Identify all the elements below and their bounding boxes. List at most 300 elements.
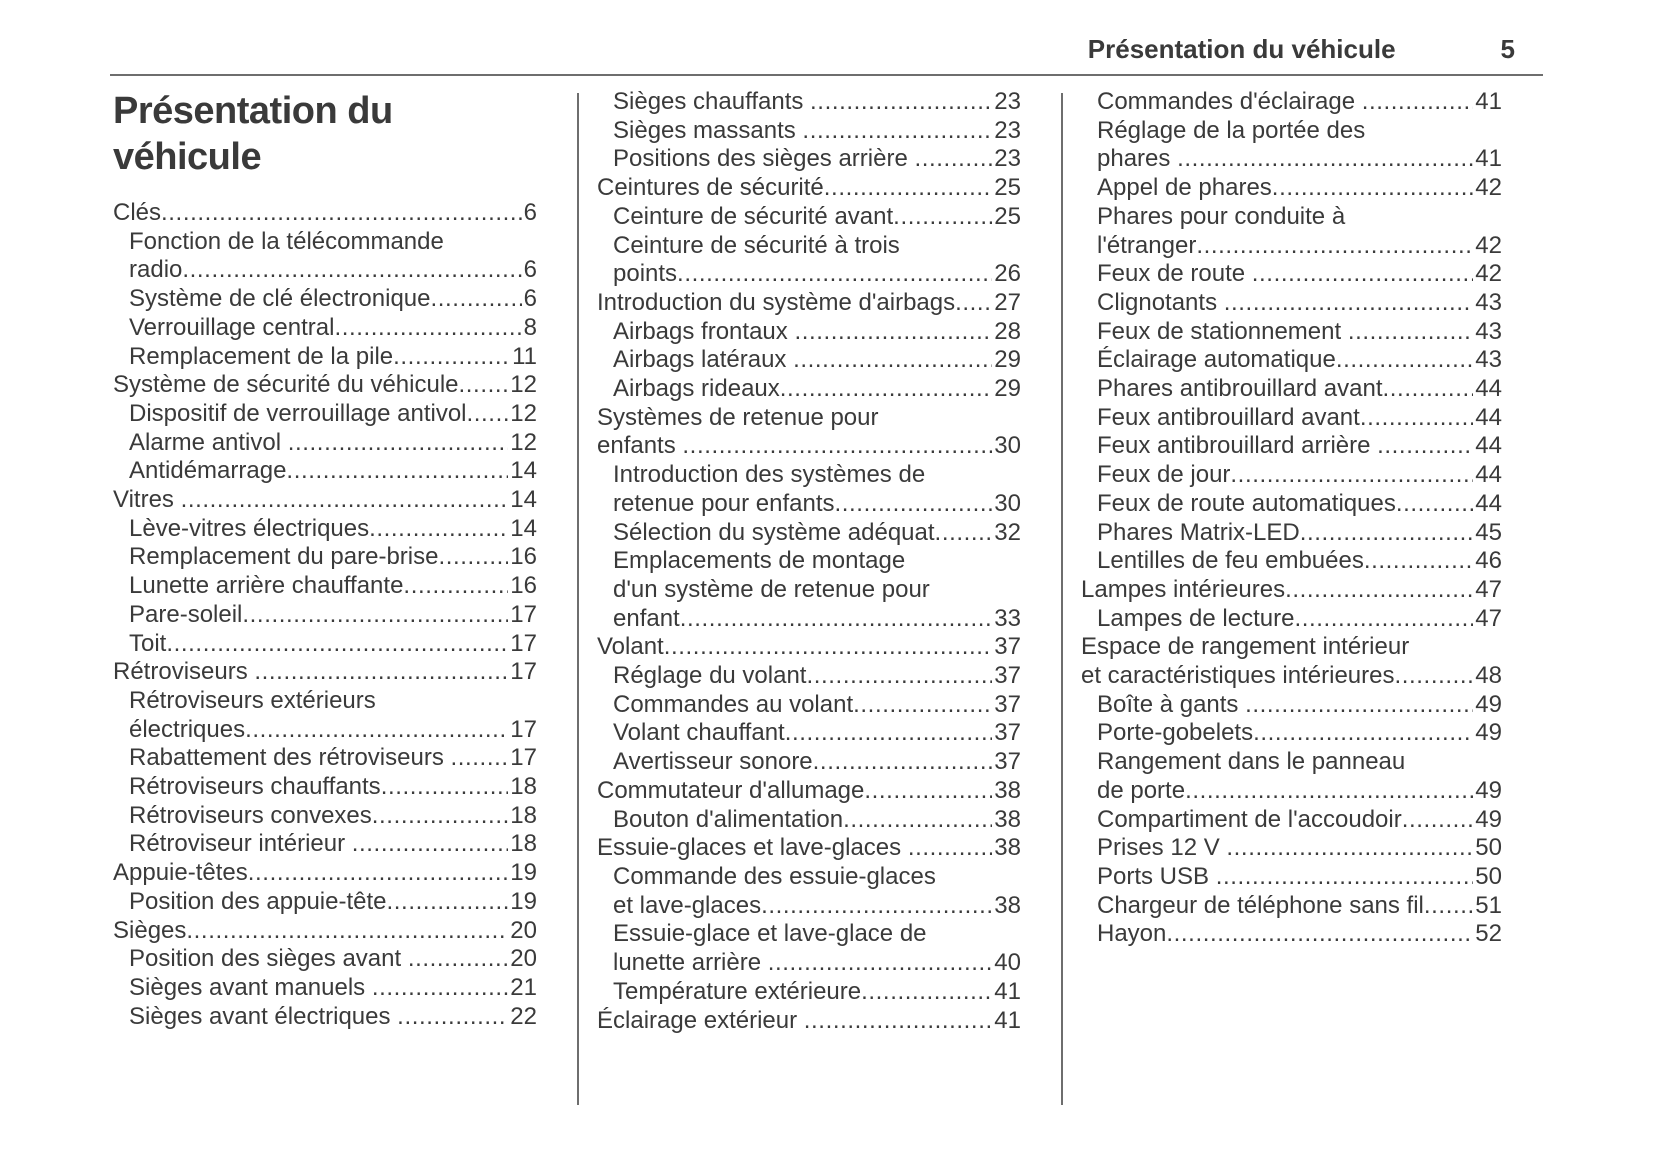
toc-entry[interactable]: [113, 1003, 537, 1032]
toc-label: Rétroviseurs extérieurs: [129, 686, 376, 714]
toc-label: Sièges chauffants: [613, 88, 811, 115]
toc-entry-line: [129, 256, 537, 285]
toc-entry[interactable]: [113, 917, 537, 946]
toc-label: Volant: [597, 633, 664, 661]
toc-entry[interactable]: [597, 1007, 1021, 1036]
toc-entry-line: [597, 289, 1021, 318]
toc-entry-line: [613, 748, 1021, 777]
toc-entry[interactable]: [597, 978, 1021, 1007]
toc-leader-dots: [372, 802, 509, 831]
toc-entry[interactable]: [1081, 260, 1502, 289]
toc-entry-line: [1097, 834, 1502, 863]
toc-entry-line: [129, 343, 537, 372]
toc-page-number: 27: [994, 288, 1021, 316]
toc-entry-line: [129, 744, 537, 773]
toc-entry[interactable]: [597, 232, 1021, 289]
toc-page-number: 50: [1475, 834, 1502, 862]
toc-page-number: 16: [510, 572, 537, 600]
toc-entry-line: [597, 432, 1021, 461]
toc-label: retenue pour enfants: [613, 489, 835, 517]
toc-entry[interactable]: [597, 203, 1021, 232]
toc-leader-dots: [408, 945, 508, 974]
toc-leader-dots: [1383, 375, 1474, 404]
column-divider: [577, 93, 579, 1105]
toc-label: Systèmes de retenue pour: [597, 403, 879, 431]
toc-entry[interactable]: [1081, 289, 1502, 318]
toc-page-number: 21: [510, 973, 537, 1001]
toc-leader-dots: [1300, 519, 1474, 548]
toc-entry-line: [613, 117, 1021, 146]
toc-page-number: 49: [1475, 776, 1502, 804]
toc-label: Position des appuie-tête: [129, 887, 387, 915]
toc-entry-line: [129, 457, 537, 486]
toc-entry-line: [129, 630, 537, 659]
toc-label: Dispositif de verrouillage antivol: [129, 399, 467, 427]
toc-entry-line: [1097, 719, 1502, 748]
toc-entry[interactable]: [113, 658, 537, 687]
toc-entry-line: [597, 777, 1021, 806]
toc-entry[interactable]: [1081, 117, 1502, 174]
toc-entry-line: [1097, 117, 1502, 146]
toc-entry-line: [613, 691, 1021, 720]
toc-label: enfant: [613, 604, 680, 632]
toc-entry[interactable]: [1081, 404, 1502, 433]
toc-entry-line: [129, 1003, 537, 1032]
toc-entry[interactable]: [1081, 461, 1502, 490]
toc-entry[interactable]: [597, 748, 1021, 777]
toc-page-number: 14: [510, 457, 537, 485]
toc-label: Système de sécurité du véhicule: [113, 371, 459, 399]
toc-page-number: 33: [994, 604, 1021, 632]
toc-label: Verrouillage central: [129, 313, 335, 341]
toc-leader-dots: [1285, 576, 1473, 605]
toc-label: Fonction de la télécommande: [129, 227, 444, 255]
toc-entry[interactable]: [113, 744, 537, 773]
toc-entry[interactable]: [1081, 519, 1502, 548]
toc-entry-line: [597, 834, 1021, 863]
toc-leader-dots: [1253, 719, 1473, 748]
toc-label: Lampes intérieures: [1081, 575, 1286, 603]
toc-page-number: 19: [510, 859, 537, 887]
toc-entry[interactable]: [1081, 174, 1502, 203]
toc-page-number: 17: [510, 658, 537, 686]
toc-page-number: 45: [1475, 518, 1502, 546]
toc-entry-line: [1081, 662, 1502, 691]
toc-label: Lève-vitres électriques: [129, 514, 370, 542]
toc-page-number: 16: [510, 543, 537, 571]
toc-label: Volant chauffant: [613, 719, 785, 747]
toc-leader-dots: [334, 314, 521, 343]
toc-label: Système de clé électronique: [129, 285, 431, 313]
toc-entry[interactable]: [113, 888, 537, 917]
toc-entry[interactable]: [597, 318, 1021, 347]
toc-entry-line: [613, 920, 1021, 949]
toc-page-number: 8: [523, 313, 537, 341]
toc-entry[interactable]: [1081, 748, 1502, 805]
toc-entry[interactable]: [597, 691, 1021, 720]
toc-label: Avertisseur sonore: [613, 748, 813, 776]
toc-page-number: 11: [512, 342, 537, 370]
toc-leader-dots: [768, 949, 993, 978]
toc-page-number: 42: [1475, 260, 1502, 288]
toc-entry[interactable]: [1081, 88, 1502, 117]
toc-page-number: 25: [994, 202, 1021, 230]
toc-entry[interactable]: [113, 974, 537, 1003]
toc-entry[interactable]: [597, 404, 1021, 461]
toc-entry[interactable]: [113, 802, 537, 831]
toc-leader-dots: [459, 371, 509, 400]
toc-leader-dots: [1424, 892, 1473, 921]
toc-entry-line: [613, 605, 1021, 634]
toc-entry-line: [597, 633, 1021, 662]
toc-label: Éclairage extérieur: [597, 1006, 804, 1034]
toc-label: Feux antibrouillard arrière: [1097, 432, 1378, 460]
toc-leader-dots: [286, 457, 508, 486]
toc-page-number: 6: [523, 285, 537, 313]
toc-entry[interactable]: [1081, 719, 1502, 748]
toc-entry-line: [113, 486, 537, 515]
toc-label: Vitres: [113, 486, 181, 514]
toc-entry[interactable]: [113, 830, 537, 859]
toc-entry-list: [1081, 88, 1502, 949]
toc-label: et lave-glaces: [613, 891, 762, 919]
toc-label: Rangement dans le panneau: [1097, 748, 1406, 776]
toc-entry[interactable]: [113, 859, 537, 888]
toc-entry[interactable]: [597, 117, 1021, 146]
toc-label: radio: [129, 256, 183, 284]
toc-entry[interactable]: [1081, 432, 1502, 461]
toc-leader-dots: [397, 1003, 508, 1032]
toc-label: Introduction du système d'airbags: [597, 288, 956, 316]
toc-label: Rétroviseurs: [113, 658, 255, 686]
toc-entry[interactable]: [597, 863, 1021, 920]
toc-entry[interactable]: [597, 834, 1021, 863]
toc-page-number: 26: [994, 260, 1021, 288]
toc-entry[interactable]: [597, 547, 1021, 633]
toc-page-number: 44: [1475, 375, 1502, 403]
toc-entry-line: [1097, 605, 1502, 634]
toc-entry[interactable]: [113, 199, 537, 228]
toc-entry[interactable]: [597, 461, 1021, 518]
toc-entry[interactable]: [597, 806, 1021, 835]
toc-label: Espace de rangement intérieur: [1081, 633, 1410, 661]
toc-label: de porte: [1097, 776, 1186, 804]
toc-entry-line: [613, 863, 1021, 892]
toc-entry-line: [1097, 490, 1502, 519]
toc-leader-dots: [761, 892, 992, 921]
toc-leader-dots: [288, 429, 509, 458]
toc-entry-line: [129, 515, 537, 544]
toc-page-number: 47: [1475, 604, 1502, 632]
toc-label: Ceinture de sécurité à trois: [613, 231, 900, 259]
toc-page-number: 38: [994, 805, 1021, 833]
toc-entry-line: [129, 830, 537, 859]
toc-label: Feux de route automatiques: [1097, 489, 1396, 517]
toc-entry-line: [113, 199, 537, 228]
toc-leader-dots: [248, 859, 509, 888]
toc-entry[interactable]: [113, 601, 537, 630]
toc-entry[interactable]: [1081, 920, 1502, 949]
toc-leader-dots: [438, 543, 508, 572]
toc-leader-dots: [1377, 432, 1473, 461]
toc-entry-list: [597, 88, 1021, 1035]
toc-leader-dots: [182, 256, 521, 285]
toc-entry-line: [113, 658, 537, 687]
toc-leader-dots: [186, 917, 508, 946]
toc-entry[interactable]: [113, 228, 537, 285]
toc-page-number: 29: [994, 346, 1021, 374]
toc-leader-dots: [393, 343, 510, 372]
toc-leader-dots: [387, 888, 509, 917]
toc-page-number: 51: [1475, 891, 1502, 919]
toc-entry[interactable]: [113, 687, 537, 744]
toc-page-number: 44: [1475, 403, 1502, 431]
toc-entry-line: [129, 543, 537, 572]
toc-entry[interactable]: [597, 375, 1021, 404]
toc-entry[interactable]: [597, 289, 1021, 318]
toc-page-number: 37: [994, 690, 1021, 718]
toc-page-number: 44: [1475, 461, 1502, 489]
toc-entry[interactable]: [597, 719, 1021, 748]
toc-label: Alarme antivol: [129, 428, 288, 456]
toc-label: enfants: [597, 432, 683, 460]
toc-entry[interactable]: [597, 174, 1021, 203]
toc-label: phares: [1097, 145, 1178, 173]
toc-column-2: [597, 88, 1021, 1035]
toc-page-number: 23: [994, 145, 1021, 173]
toc-entry[interactable]: [1081, 490, 1502, 519]
toc-entry[interactable]: [113, 486, 537, 515]
toc-entry[interactable]: [113, 371, 537, 400]
toc-label: Boîte à gants: [1097, 690, 1246, 718]
toc-entry[interactable]: [597, 777, 1021, 806]
toc-page-number: 41: [994, 1006, 1021, 1034]
toc-leader-dots: [467, 400, 509, 429]
toc-page-number: 6: [523, 199, 537, 226]
toc-entry[interactable]: [1081, 375, 1502, 404]
toc-page-number: 20: [510, 916, 537, 944]
toc-page-number: 18: [510, 801, 537, 829]
toc-entry[interactable]: [597, 145, 1021, 174]
toc-entry-line: [129, 945, 537, 974]
toc-leader-dots: [166, 630, 508, 659]
toc-entry-line: [129, 888, 537, 917]
toc-entry[interactable]: [1081, 547, 1502, 576]
toc-label: Sièges avant électriques: [129, 1002, 398, 1030]
toc-page-number: 29: [994, 375, 1021, 403]
toc-entry-line: [613, 375, 1021, 404]
toc-label: Feux de jour: [1097, 461, 1231, 489]
toc-label: Phares Matrix-LED: [1097, 518, 1300, 546]
toc-entry[interactable]: [597, 920, 1021, 977]
toc-entry-line: [613, 232, 1021, 261]
toc-leader-dots: [1294, 605, 1473, 634]
toc-page-number: 23: [994, 116, 1021, 144]
toc-entry-line: [1097, 748, 1502, 777]
toc-leader-dots: [381, 773, 509, 802]
toc-leader-dots: [1177, 145, 1473, 174]
toc-page-number: 17: [510, 744, 537, 772]
toc-entry[interactable]: [113, 285, 537, 314]
toc-leader-dots: [664, 633, 993, 662]
toc-label: Chargeur de téléphone sans fil: [1097, 891, 1424, 919]
toc-label: Sièges massants: [613, 116, 803, 144]
toc-label: Ports USB: [1097, 862, 1216, 890]
toc-entry-line: [129, 400, 537, 429]
toc-entry-line: [1097, 375, 1502, 404]
toc-label: Éclairage automatique: [1097, 346, 1336, 374]
toc-page-number: 18: [510, 830, 537, 858]
toc-leader-dots: [403, 572, 508, 601]
toc-entry[interactable]: [1081, 691, 1502, 720]
toc-label: Rétroviseurs chauffants: [129, 773, 381, 801]
toc-entry[interactable]: [1081, 346, 1502, 375]
toc-leader-dots: [806, 662, 992, 691]
toc-label: Réglage du volant: [613, 662, 807, 690]
toc-page-number: 44: [1475, 489, 1502, 517]
toc-page-number: 37: [994, 719, 1021, 747]
toc-entry[interactable]: [1081, 318, 1502, 347]
toc-label: Compartiment de l'accoudoir: [1097, 805, 1402, 833]
toc-page-number: 40: [994, 949, 1021, 977]
toc-leader-dots: [843, 806, 992, 835]
toc-leader-dots: [677, 260, 992, 289]
toc-entry[interactable]: [113, 572, 537, 601]
toc-label: Sièges: [113, 916, 187, 944]
toc-entry[interactable]: [597, 88, 1021, 117]
toc-entry[interactable]: [597, 346, 1021, 375]
toc-page-number: 22: [510, 1002, 537, 1030]
toc-entry[interactable]: [597, 633, 1021, 662]
toc-label: Appuie-têtes: [113, 859, 248, 887]
toc-entry-line: [1097, 547, 1502, 576]
toc-leader-dots: [853, 691, 992, 720]
toc-entry-line: [613, 260, 1021, 289]
toc-entry[interactable]: [1081, 576, 1502, 605]
toc-entry[interactable]: [113, 314, 537, 343]
toc-entry[interactable]: [1081, 633, 1502, 690]
toc-entry-line: [1081, 576, 1502, 605]
toc-label: Réglage de la portée des: [1097, 116, 1366, 144]
toc-entry[interactable]: [1081, 605, 1502, 634]
toc-leader-dots: [835, 490, 993, 519]
toc-page-number: 19: [510, 887, 537, 915]
toc-label: Toit: [129, 629, 167, 657]
toc-entry-line: [613, 547, 1021, 576]
toc-leader-dots: [1402, 806, 1474, 835]
toc-leader-dots: [450, 744, 508, 773]
toc-entry-line: [613, 203, 1021, 232]
toc-entry[interactable]: [1081, 806, 1502, 835]
toc-entry-line: [1097, 232, 1502, 261]
toc-entry[interactable]: [113, 543, 537, 572]
toc-page-number: 43: [1475, 317, 1502, 345]
toc-entry-line: [597, 174, 1021, 203]
toc-leader-dots: [1230, 461, 1473, 490]
toc-page-number: 38: [994, 891, 1021, 919]
toc-label: Ceintures de sécurité: [597, 174, 824, 202]
toc-entry[interactable]: [597, 519, 1021, 548]
toc-label: Ceinture de sécurité avant: [613, 202, 894, 230]
toc-leader-dots: [254, 658, 508, 687]
toc-label: Essuie-glaces et lave-glaces: [597, 834, 908, 862]
toc-entry-line: [129, 773, 537, 802]
toc-entry[interactable]: [113, 515, 537, 544]
toc-entry-line: [1097, 145, 1502, 174]
toc-label: Clés: [113, 199, 162, 226]
toc-page-number: 41: [1475, 88, 1502, 115]
toc-label: Rétroviseur intérieur: [129, 830, 352, 858]
toc-label: Lampes de lecture: [1097, 604, 1295, 632]
toc-entry-line: [1097, 806, 1502, 835]
toc-leader-dots: [1360, 404, 1473, 433]
toc-entry-line: [613, 145, 1021, 174]
toc-label: électriques: [129, 715, 246, 743]
toc-page-number: 20: [510, 945, 537, 973]
toc-entry[interactable]: [1081, 892, 1502, 921]
toc-leader-dots: [864, 777, 992, 806]
toc-page-number: 44: [1475, 432, 1502, 460]
toc-label: Bouton d'alimentation: [613, 805, 844, 833]
toc-page-number: 30: [994, 432, 1021, 460]
toc-label: Lentilles de feu embuées: [1097, 547, 1364, 575]
toc-label: Positions des sièges arrière: [613, 145, 915, 173]
toc-leader-dots: [1226, 834, 1473, 863]
toc-label: lunette arrière: [613, 949, 768, 977]
toc-label: Sièges avant manuels: [129, 973, 372, 1001]
toc-leader-dots: [161, 199, 522, 228]
toc-entry[interactable]: [597, 662, 1021, 691]
toc-entry[interactable]: [113, 343, 537, 372]
toc-entry[interactable]: [1081, 203, 1502, 260]
column-divider: [1061, 93, 1063, 1105]
toc-entry-line: [1097, 174, 1502, 203]
toc-page-number: 12: [510, 371, 537, 399]
toc-entry-line: [1097, 519, 1502, 548]
toc-leader-dots: [802, 117, 992, 146]
toc-page-number: 49: [1475, 805, 1502, 833]
toc-leader-dots: [908, 834, 992, 863]
toc-page-number: 46: [1475, 547, 1502, 575]
toc-page-number: 49: [1475, 690, 1502, 718]
toc-entry[interactable]: [113, 945, 537, 974]
toc-label: Commandes d'éclairage: [1097, 88, 1362, 115]
toc-leader-dots: [893, 203, 992, 232]
toc-leader-dots: [1216, 863, 1474, 892]
toc-entry-line: [1097, 260, 1502, 289]
toc-page-number: 42: [1475, 174, 1502, 202]
toc-label: Airbags frontaux: [613, 317, 795, 345]
toc-page-number: 17: [510, 629, 537, 657]
toc-entry[interactable]: [113, 773, 537, 802]
toc-entry[interactable]: [113, 429, 537, 458]
page-title: [113, 88, 537, 180]
toc-entry-line: [129, 974, 537, 1003]
toc-entry-line: [613, 719, 1021, 748]
toc-leader-dots: [1252, 260, 1474, 289]
toc-label: Emplacements de montage: [613, 547, 906, 575]
toc-entry[interactable]: [1081, 834, 1502, 863]
toc-page-number: 38: [994, 776, 1021, 804]
toc-label: Phares pour conduite à: [1097, 202, 1346, 230]
toc-entry-line: [129, 285, 537, 314]
toc-entry[interactable]: [113, 457, 537, 486]
toc-entry[interactable]: [113, 400, 537, 429]
toc-entry-line: [1097, 346, 1502, 375]
toc-label: d'un système de retenue pour: [613, 575, 930, 603]
toc-entry[interactable]: [1081, 863, 1502, 892]
toc-entry[interactable]: [113, 630, 537, 659]
